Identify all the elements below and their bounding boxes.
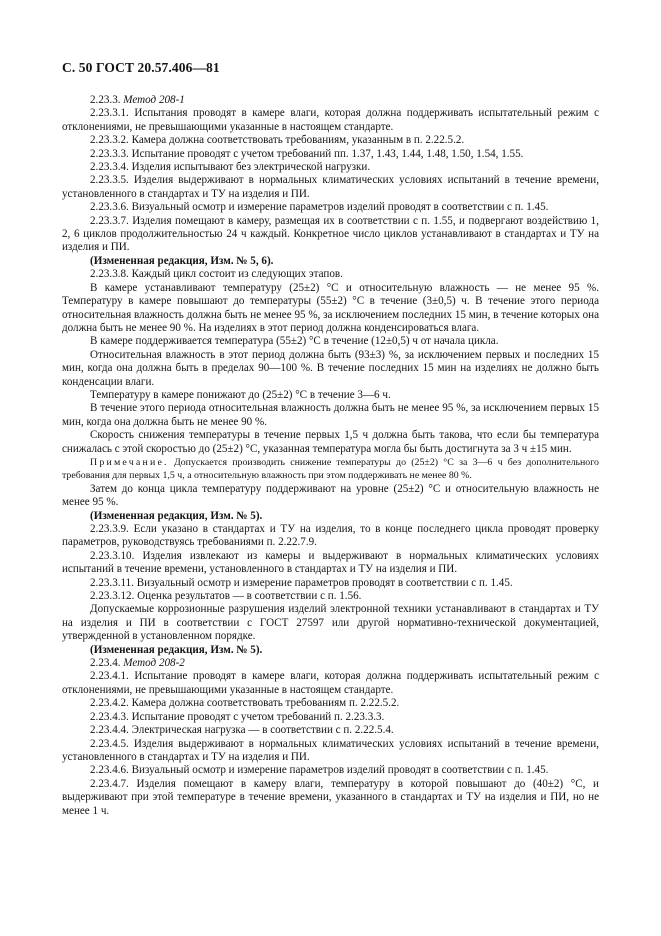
section-heading (62, 94, 599, 107)
paragraph: 2.23.4.7. Изделия помещают в камеру влаги, температуру в которой повышают до (40±2) °С, и выдерживают при этой температуре в течение времени, указанного в стандартах и ТУ на изделия и ПИ, но не менее 1 ч. (62, 777, 599, 817)
paragraph: 2.23.4.5. Изделия выдерживают в нормальных климатических условиях испытаний в течение времени, установленного в стандартах и ТУ на изделия и ПИ. (62, 737, 599, 763)
paragraph: В камере поддерживается температура (55±2) °С в течение (12±0,5) ч от начала цикла. (90, 335, 499, 348)
section-number: 2.23.4. (90, 657, 124, 670)
paragraph: 2.23.4.6. Визуальный осмотр и измерение параметров изделий проводят в соответствии с п. 1.45. (90, 764, 549, 777)
paragraph: 2.23.4.1. Испытание проводят в камере влаги, которая должна поддерживать испытательный режим с отклонениями, не превышающими указанные в настоящем стандарте. (62, 670, 599, 696)
paragraph: 2.23.3.1. Испытания проводят в камере влаги, которая должна поддерживать испытательный режим с отклонениями, не превышающими указанные в настоящем стандарте. (62, 107, 599, 133)
paragraph: 2.23.3.4. Изделия испытывают без электрической нагрузки. (90, 161, 371, 174)
paragraph: Допускаемые коррозионные разрушения изделий электронной техники устанавливают в стандартах и ТУ на изделия и ПИ в соответствии с ГОСТ 27597 или другой нормативно-технической документацией, утвержденной в установленном порядке. (62, 603, 599, 643)
paragraph: Относительная влажность в этот период должна быть (93±3) %, за исключением первых и последних 15 мин, когда она должна быть в пределах 90—100 %. В течение последних 15 мин на изделиях не должно быть конденсации влаги. (62, 348, 599, 388)
note-text: Допускается производить снижение температуры до (25±2) °С за 3—6 ч без дополнительного требования для первых 1,5 ч, а относительную влажность при этом поддерживать не менее 80 %. (62, 456, 599, 482)
paragraph: 2.23.3.3. Испытание проводят с учетом требований пп. 1.37, 1.43, 1.44, 1.48, 1.50, 1.54, 1.55. (90, 147, 524, 160)
paragraph: Затем до конца цикла температуру поддерживают на уровне (25±2) °С и относительную влажность не менее 95 %. (62, 482, 599, 509)
document-body (62, 94, 599, 818)
note-label: Примечание. (90, 456, 169, 468)
paragraph: 2.23.3.10. Изделия извлекают из камеры и выдерживают в нормальных климатических условиях испытаний в течение времени, установленного в стандартах и ТУ на изделия и ПИ. (62, 549, 599, 576)
paragraph: 2.23.4.2. Камера должна соответствовать требованиям п. 2.22.5.2. (90, 697, 400, 710)
section-number: 2.23.3. (90, 94, 124, 106)
amendment-note: (Измененная редакция, Изм. № 5, 6). (90, 254, 274, 267)
paragraph: Скорость снижения температуры в течение первых 1,5 ч должна быть такова, что если бы температура снижалась с этой скоростью до (25±2) °С, указанная температура могла бы быть достигнута за 3 ч ±15 мин. (62, 429, 599, 455)
amendment-note: (Измененная редакция, Изм. № 5). (90, 509, 263, 522)
paragraph: 2.23.3.8. Каждый цикл состоит из следующих этапов. (90, 268, 343, 281)
section-method-title: Метод 208-1 (123, 94, 185, 106)
paragraph: 2.23.4.4. Электрическая нагрузка — в соответствии с п. 2.22.5.4. (90, 724, 394, 737)
amendment-note: (Измененная редакция, Изм. № 5). (90, 643, 263, 656)
paragraph: 2.23.3.12. Оценка результатов — в соответствии с п. 1.56. (90, 590, 362, 603)
paragraph: В камере устанавливают температуру (25±2) °С и относительную влажность — не менее 95 %. Температуру в камере повышают до температуры (55±2) °С в течение (3±0,5) ч. В течение этого периода относительная влажность должна быть не менее 95 %, за исключением последних 15 мин, в течение которых она должна быть не менее 90 %. На изделиях в этот период должна конденсироваться влага. (62, 281, 599, 334)
section-heading (62, 657, 599, 670)
paragraph: 2.23.3.2. Камера должна соответствовать требованиям, указанным в п. 2.22.5.2. (90, 134, 465, 147)
paragraph: 2.23.4.3. Испытание проводят с учетом требований п. 2.23.3.3. (90, 710, 385, 723)
paragraph: В течение этого периода относительная влажность должна быть не менее 95 %, за исключением первых 15 мин, когда она должна быть не менее 90 %. (62, 402, 599, 428)
paragraph: 2.23.3.7. Изделия помещают в камеру, размещая их в соответствии с п. 1.55, и подвергают воздействию 1, 2, 6 циклов продолжительностью 24 ч каждый. Конкретное число циклов устанавливают в стандартах и ТУ на изделия и ПИ. (62, 214, 599, 254)
note-paragraph (62, 456, 599, 483)
paragraph: 2.23.3.5. Изделия выдерживают в нормальных климатических условиях испытаний в течение времени, установленного в стандартах и ТУ на изделия и ПИ. (62, 174, 599, 200)
section-method-title: Метод 208-2 (123, 657, 185, 670)
paragraph: 2.23.3.11. Визуальный осмотр и измерение параметров проводят в соответствии с п. 1.45. (90, 576, 513, 589)
paragraph: 2.23.3.6. Визуальный осмотр и измерение параметров изделий проводят в соответствии с п. 1.45. (90, 201, 549, 214)
paragraph: 2.23.3.9. Если указано в стандартах и ТУ на изделия, то в конце последнего цикла проводят проверку параметров, руководствуясь требованиями п. 2.22.7.9. (62, 523, 599, 549)
page-header: С. 50 ГОСТ 20.57.406—81 (62, 60, 220, 75)
paragraph: Температуру в камере понижают до (25±2) °С в течение 3—6 ч. (90, 388, 391, 401)
